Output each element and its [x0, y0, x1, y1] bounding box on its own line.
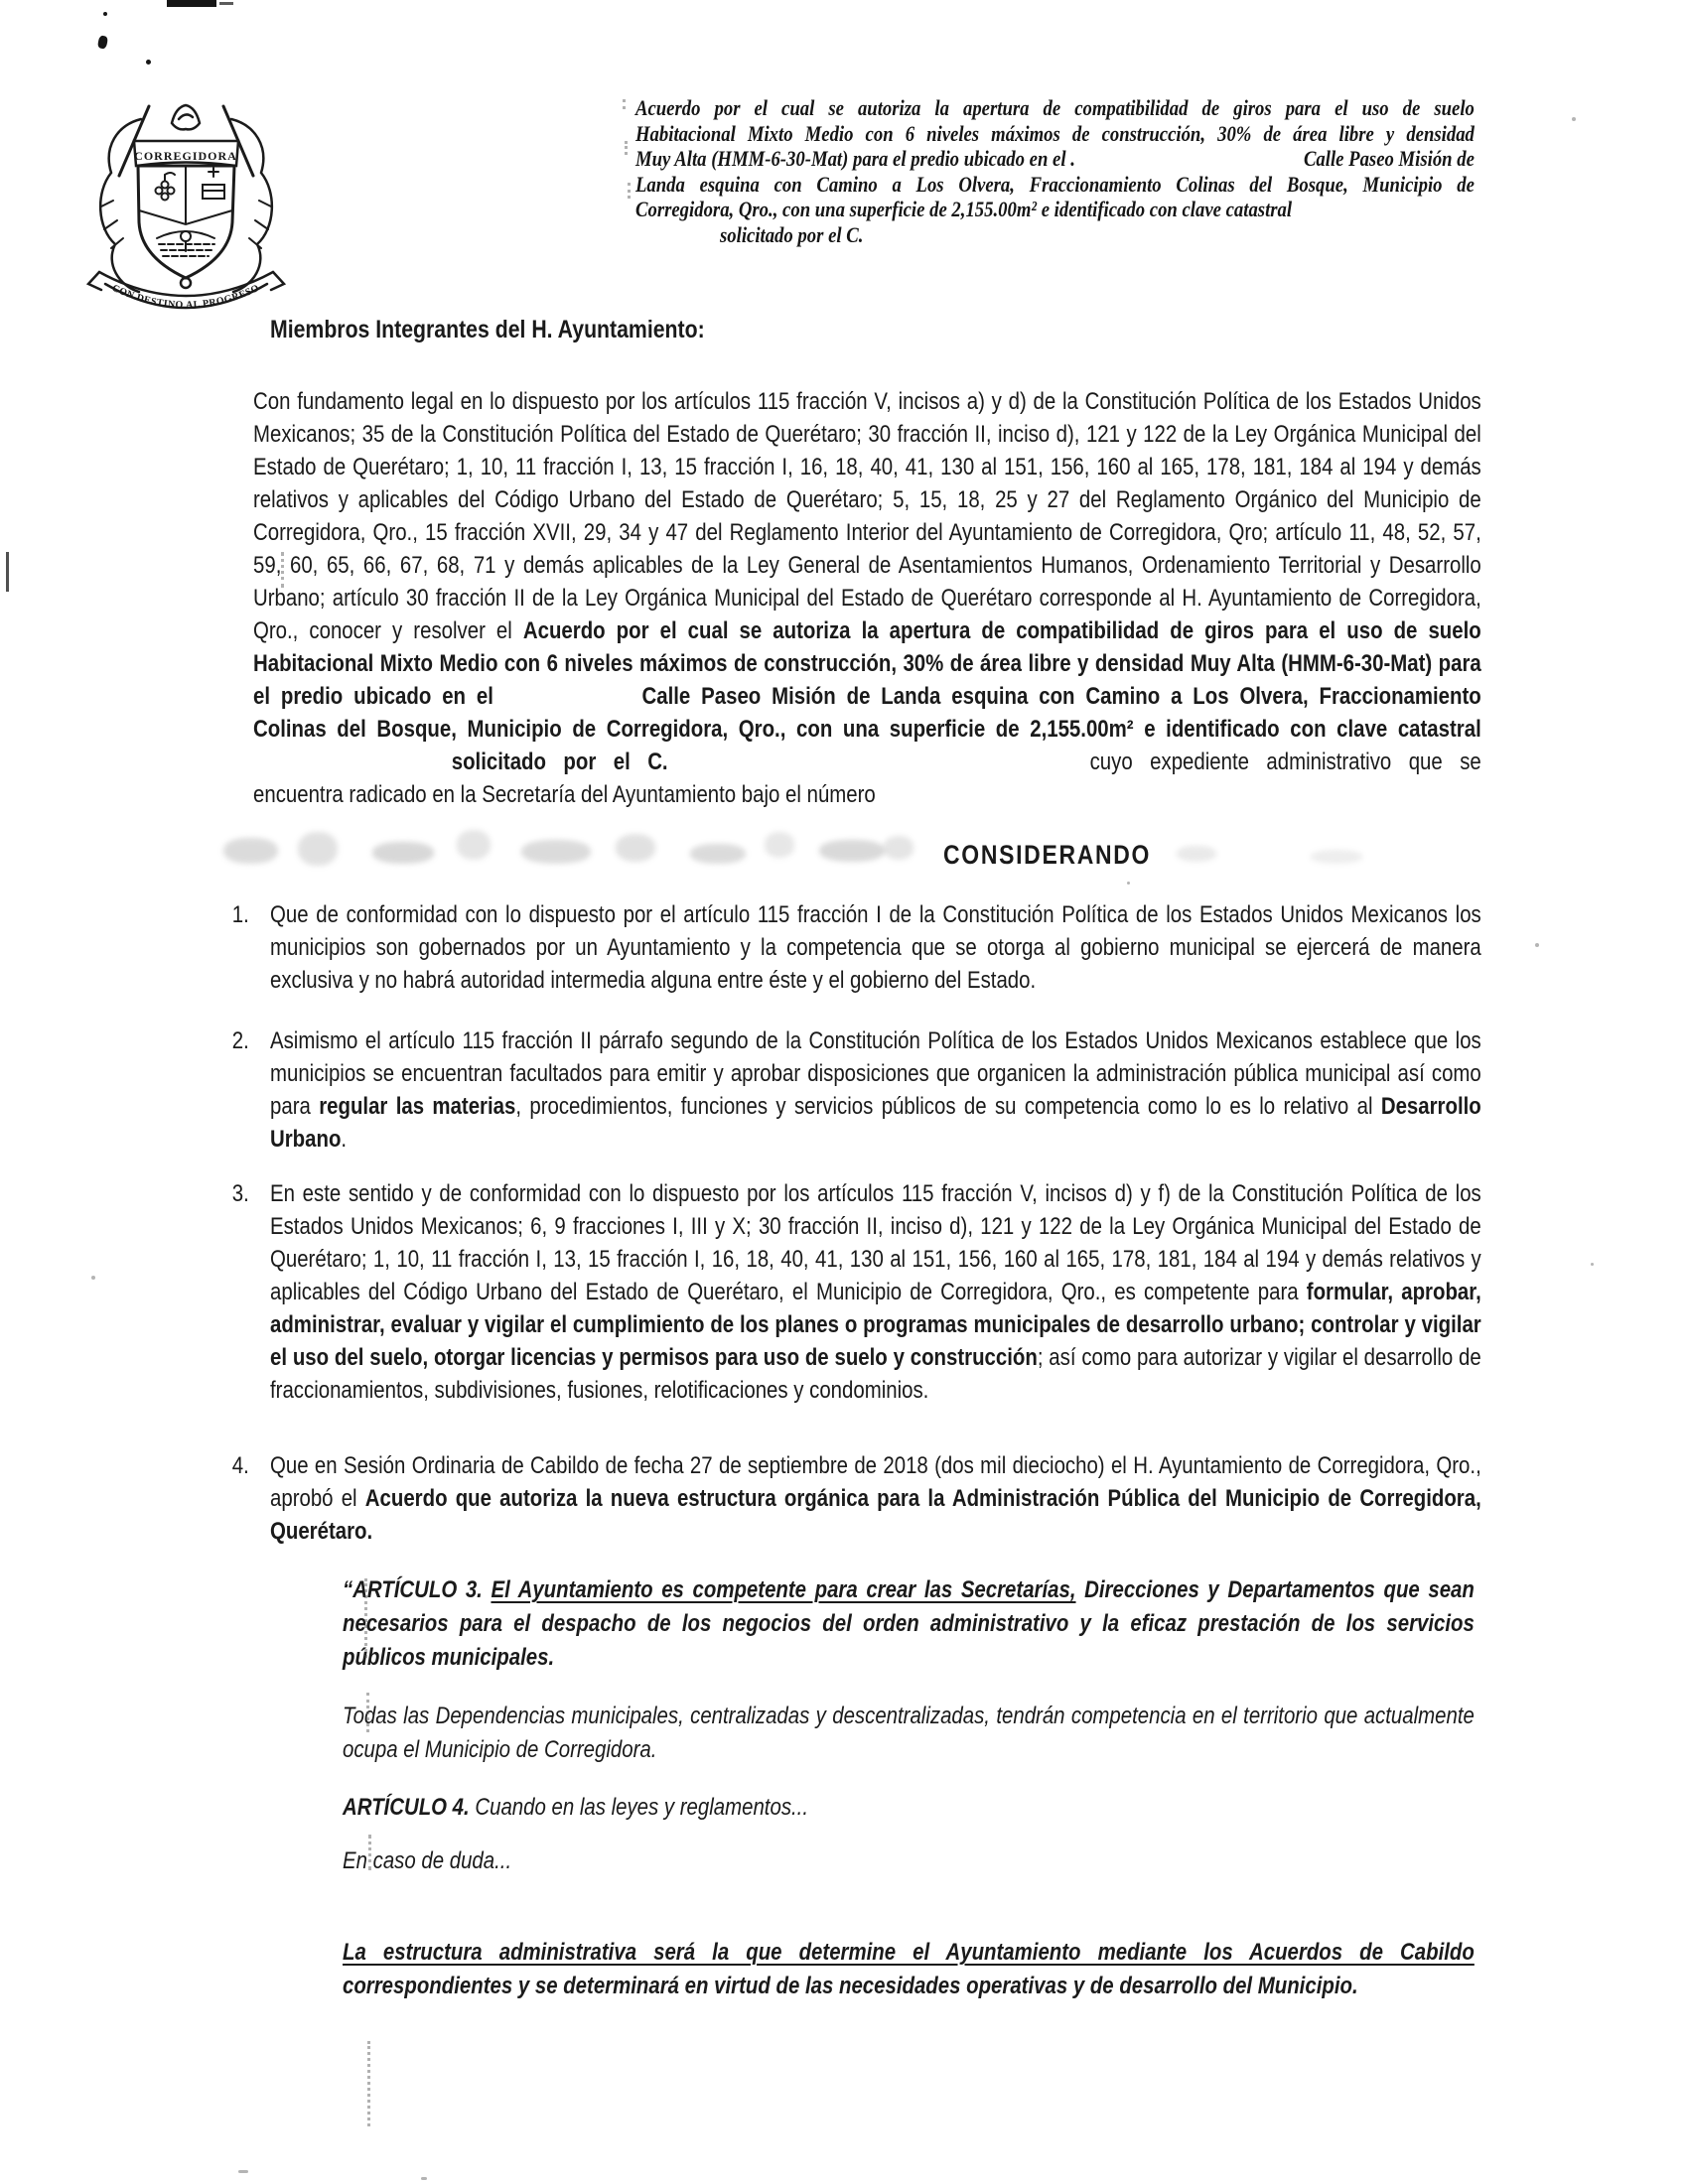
monument-scene	[157, 231, 214, 256]
chapel-icon	[203, 168, 224, 199]
scan-artifact	[281, 552, 284, 588]
scan-speck	[421, 2177, 427, 2180]
item-number: 4.	[231, 1452, 249, 1479]
crest-icon	[172, 105, 200, 129]
intro-bold: Calle Paseo Misión de Landa esquina con Camino a Los Olvera, Fraccionamiento Colinas del Bosque, Municipio de Corregidora, Qro., con una superficie de 2,155.00m² e identificado con clave catastral	[253, 683, 1481, 743]
scan-artifact	[623, 99, 626, 109]
scan-artifact	[103, 12, 107, 16]
article-4-text: Cuando en las leyes y reglamentos...	[469, 1794, 809, 1821]
quoted-dependencias-paragraph: Todas las Dependencias municipales, centralizadas y descentralizadas, tendrán competencia en el territorio que actualmente ocupa el Municipio de Corregidora.	[343, 1703, 1475, 1763]
item-number: 1.	[231, 901, 249, 928]
scan-speck	[238, 2170, 248, 2173]
subject-block	[635, 95, 1475, 247]
estructura-underlined: La estructura administrativa será la que determine el Ayuntamiento mediante los Acuerdos de Cabildo	[343, 1939, 1475, 1966]
subject-line-left: Muy Alta (HMM-6-30-Mat) para el predio ubicado en el .	[635, 146, 1075, 171]
scan-artifact	[364, 1578, 367, 1658]
quoted-estructura-paragraph	[343, 1936, 1475, 2003]
scan-artifact	[628, 183, 631, 199]
item-bold: Desarrollo Urbano	[270, 1093, 1481, 1153]
scan-artifact	[167, 0, 216, 7]
scan-artifact	[366, 1693, 369, 1732]
scan-artifact	[219, 2, 233, 5]
quoted-en-caso-de-duda: En caso de duda...	[343, 1847, 512, 1874]
item-text: Que en Sesión Ordinaria de Cabildo de fecha 27 de septiembre de 2018 (dos mil dieciocho) el H. Ayuntamiento de Corregidora, Qro., aprobó el	[270, 1452, 1481, 1512]
scan-speck	[1127, 882, 1130, 885]
scan-artifact	[368, 1835, 371, 1870]
subject-line-right: Calle Paseo Misión de	[1303, 146, 1475, 171]
consideration-item	[231, 1449, 1481, 1548]
item-bold: formular, aprobar, administrar, evaluar y vigilar el cumplimiento de los planes o programas municipales de desarrollo urbano; controlar y vigilar el uso del suelo, otorgar licencias y permisos para uso de suelo y construcción	[270, 1279, 1481, 1371]
item-text: Asimismo el artículo 115 fracción II párrafo segundo de la Constitución Política de los Estados Unidos Mexicanos establece que los municipios se encuentran facultados para emitir y aprobar disposiciones que organicen la administración pública municipal así como para	[270, 1027, 1481, 1120]
subject-line: Habitacional Mixto Medio con 6 niveles máximos de construcción, 30% de área libre y densidad	[635, 120, 1475, 146]
item-number: 3.	[231, 1180, 249, 1207]
subject-line: Acuerdo por el cual se autoriza la apertura de compatibilidad de giros para el uso de suelo	[635, 95, 1475, 120]
scan-artifact	[97, 35, 109, 50]
subject-line: Landa esquina con Camino a Los Olvera, Fraccionamiento Colinas del Bosque, Municipio de	[635, 171, 1475, 197]
scan-speck	[1591, 1263, 1594, 1266]
item-text: En este sentido y de conformidad con lo dispuesto por los artículos 115 fracción V, incisos d) y f) de la Constitución Política de los Estados Unidos Mexicanos; 6, 9 fracciones I, III y X; 30 fracción II, inciso d), 121 y 122 de la Ley Orgánica Municipal del Estado de Querétaro; 1, 10, 11 fracción I, 13, 15 fracción I, 16, 18, 40, 41, 130 al 151, 156, 160 al 165, 178, 181, 184 al 194 y demás relativos y aplicables del Código Urbano del Estado de Querétaro, el Municipio de Corregidora, Qro., es competente para	[270, 1180, 1481, 1305]
scan-artifact	[6, 552, 9, 592]
quoted-article-4	[343, 1791, 1475, 1825]
grapes-icon	[156, 173, 176, 201]
scan-speck	[1572, 117, 1576, 121]
quoted-article-3	[343, 1573, 1475, 1675]
article-4-label: ARTÍCULO 4.	[343, 1794, 470, 1821]
subject-line: solicitado por el C.	[720, 221, 864, 247]
intro-text: cuyo expediente administrativo que se encuentra radicado en la Secretaría del Ayuntamiento bajo el número	[253, 749, 1481, 808]
corregidora-seal	[79, 81, 293, 320]
consideration-item	[231, 898, 1481, 997]
scan-speck	[1535, 943, 1539, 947]
intro-bold: solicitado por el C.	[451, 749, 668, 775]
article-3-text: Direcciones y Departamentos que sean necesarios para el despacho de los negocios del orden administrativo y la eficaz prestación de los servicios públicos municipales.	[343, 1576, 1475, 1671]
item-bold: Acuerdo que autoriza la nueva estructura orgánica para la Administración Pública del Municipio de Corregidora, Querétaro.	[270, 1485, 1481, 1545]
scan-smudge	[1311, 850, 1362, 864]
item-text: , procedimientos, funciones y servicios públicos de su competencia como lo es lo relativo al	[515, 1093, 1381, 1120]
scan-smudge	[1177, 846, 1216, 862]
article-3-label: “ARTÍCULO 3.	[343, 1576, 492, 1603]
item-text: .	[341, 1126, 348, 1153]
scan-artifact	[625, 141, 628, 155]
considerando-heading: CONSIDERANDO	[943, 840, 1152, 870]
scan-artifact	[146, 60, 151, 65]
item-text: ; así como para autorizar y vigilar el desarrollo de fraccionamientos, subdivisiones, fusiones, relotificaciones y condominios.	[270, 1344, 1481, 1404]
estructura-text: correspondientes y se determinará en virtud de las necesidades operativas y de desarrollo del Municipio.	[343, 1973, 1358, 1999]
article-3-underlined: El Ayuntamiento es competente para crear las Secretarías,	[491, 1576, 1076, 1603]
redacted-blank	[668, 746, 1090, 769]
intro-bold: Acuerdo por el cual se autoriza la apertura de compatibilidad de giros para el uso de suelo Habitacional Mixto Medio con 6 niveles máximos de construcción, 30% de área libre y densidad Muy Alta (HMM-6-30-Mat) para el predio ubicado en el	[253, 617, 1481, 710]
intro-paragraph	[253, 385, 1481, 811]
seal-banner-text: CORREGIDORA	[134, 149, 237, 163]
subject-line	[635, 146, 1475, 172]
intro-text: Con fundamento legal en lo dispuesto por los artículos 115 fracción V, incisos a) y d) de la Constitución Política de los Estados Unidos Mexicanos; 35 de la Constitución Política del Estado de Querétaro; 30 fracción II, inciso d), 121 y 122 de la Ley Orgánica Municipal del Estado de Querétaro; 1, 10, 11 fracción I, 13, 15 fracción I, 16, 18, 40, 41, 130 al 151, 156, 160 al 165, 178, 181, 184 al 194 y demás relativos y aplicables del Código Urbano del Estado de Querétaro; 5, 15, 18, 25 y 27 del Reglamento Orgánico del Municipio de Corregidora, Qro., 15 fracción XVII, 29, 34 y 47 del Reglamento Interior del Ayuntamiento de Corregidora, Qro; artículo 11, 48, 52, 57, 59, 60, 65, 66, 67, 68, 71 y demás aplicables de la Ley General de Asentamientos Humanos, Ordenamiento Territorial y Desarrollo Urbano; artículo 30 fracción II de la Ley Orgánica Municipal del Estado de Querétaro corresponde al H. Ayuntamiento de Corregidora, Qro., conocer y resolver el	[253, 388, 1481, 644]
item-number: 2.	[231, 1027, 249, 1054]
seal-motto-text: CON DESTINO AL PROGRESO	[109, 282, 262, 312]
subject-line: Corregidora, Qro., con una superficie de 2,155.00m² e identificado con clave catastral	[635, 197, 1293, 221]
item-bold: regular las materias	[319, 1093, 516, 1120]
salutation: Miembros Integrantes del H. Ayuntamiento:	[270, 316, 705, 343]
redacted-blank	[493, 680, 642, 704]
redacted-blank	[253, 746, 452, 769]
scan-speck	[91, 1276, 95, 1280]
shield-divisions	[139, 166, 232, 224]
consideration-item	[231, 1177, 1481, 1407]
redaction-smudge-strip	[223, 828, 998, 884]
item-text: Que de conformidad con lo dispuesto por el artículo 115 fracción I de la Constitución Política de los Estados Unidos Mexicanos los municipios son gobernados por un Ayuntamiento y la competencia que se otorga al gobierno municipal se ejercerá de manera exclusiva y no habrá autoridad intermedia alguna entre éste y el gobierno del Estado.	[270, 901, 1481, 994]
scan-artifact	[367, 2041, 370, 2126]
crest-detail	[179, 114, 193, 119]
consideration-item	[231, 1024, 1481, 1156]
